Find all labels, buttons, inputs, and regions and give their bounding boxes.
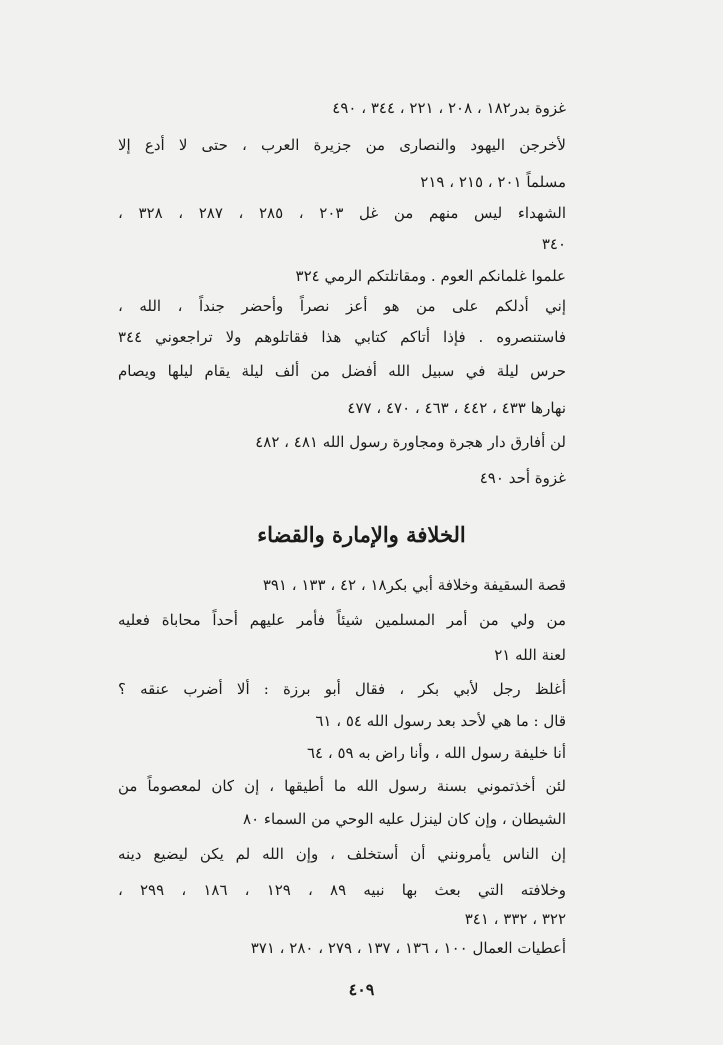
index-entry: قصة السقيفة وخلافة أبي بكر١٨ ، ٤٢ ، ١٣٣ ، ٣٩١ [262, 576, 566, 594]
index-entry: علموا غلمانكم العوم . ومقاتلتكم الرمي ٣٢٤ [295, 267, 566, 285]
index-entry-continuation: ٣٤٠ [541, 235, 566, 253]
index-entry: لأخرجن اليهود والنصارى من جزيرة العرب ، حتى لا أدع إلا [118, 136, 566, 154]
index-entry: لن أفارق دار هجرة ومجاورة رسول الله ٤٨١ ، ٤٨٢ [255, 433, 566, 451]
index-entry: أعطيات العمال ١٠٠ ، ١٣٦ ، ١٣٧ ، ٢٧٩ ، ٢٨٠ ، ٣٧١ [250, 939, 566, 957]
index-entry-continuation: قال : ما هي لأحد بعد رسول الله ٥٤ ، ٦١ [315, 712, 566, 730]
section-heading: الخلافة والإمارة والقضاء [257, 522, 466, 547]
index-entry-continuation: ٣٢٢ ، ٣٣٢ ، ٣٤١ [464, 910, 566, 928]
index-entry: إني أدلكم على من هو أعز نصراً وأحضر جنداً ، الله ، [118, 297, 566, 315]
index-entry: الشهداء ليس منهم من غل ٢٠٣ ، ٢٨٥ ، ٢٨٧ ، ٣٢٨ ، [118, 204, 566, 222]
index-entry: من ولي من أمر المسلمين شيئاً فأمر عليهم أحداً محاباة فعليه [118, 611, 566, 629]
index-entry-continuation: الشيطان ، وإن كان لينزل عليه الوحي من السماء ٨٠ [243, 810, 566, 828]
index-entry: غزوة بدر١٨٢ ، ٢٠٨ ، ٢٢١ ، ٣٤٤ ، ٤٩٠ [332, 99, 566, 117]
index-entry-continuation: لعنة الله ٢١ [494, 646, 566, 664]
index-entry: غزوة أحد ٤٩٠ [479, 469, 566, 487]
index-entry: أغلظ رجل لأبي بكر ، فقال أبو برزة : ألا أضرب عنقه ؟ [118, 680, 566, 698]
index-entry-continuation: فاستنصروه . فإذا أتاكم كتابي هذا فقاتلوهم ولا تراجعوني ٣٤٤ [118, 328, 566, 346]
index-entry: لئن أخذتموني بسنة رسول الله ما أطيقها ، إن كان لمعصوماً من [118, 777, 566, 795]
page-number: ٤٠٩ [348, 980, 375, 999]
index-entry: أنا خليفة رسول الله ، وأنا راض به ٥٩ ، ٦٤ [306, 744, 566, 762]
index-entry-continuation: وخلافته التي بعث بها نبيه ٨٩ ، ١٢٩ ، ١٨٦ ، ٢٩٩ ، [118, 881, 566, 899]
index-entry-continuation: مسلماً ٢٠١ ، ٢١٥ ، ٢١٩ [420, 173, 566, 191]
index-entry: إن الناس يأمرونني أن أستخلف ، وإن الله لم يكن ليضيع دينه [118, 845, 566, 863]
index-entry: حرس ليلة في سبيل الله أفضل من ألف ليلة يقام ليلها ويصام [118, 362, 566, 380]
index-entry-continuation: نهارها ٤٣٣ ، ٤٤٢ ، ٤٦٣ ، ٤٧٠ ، ٤٧٧ [347, 399, 566, 417]
